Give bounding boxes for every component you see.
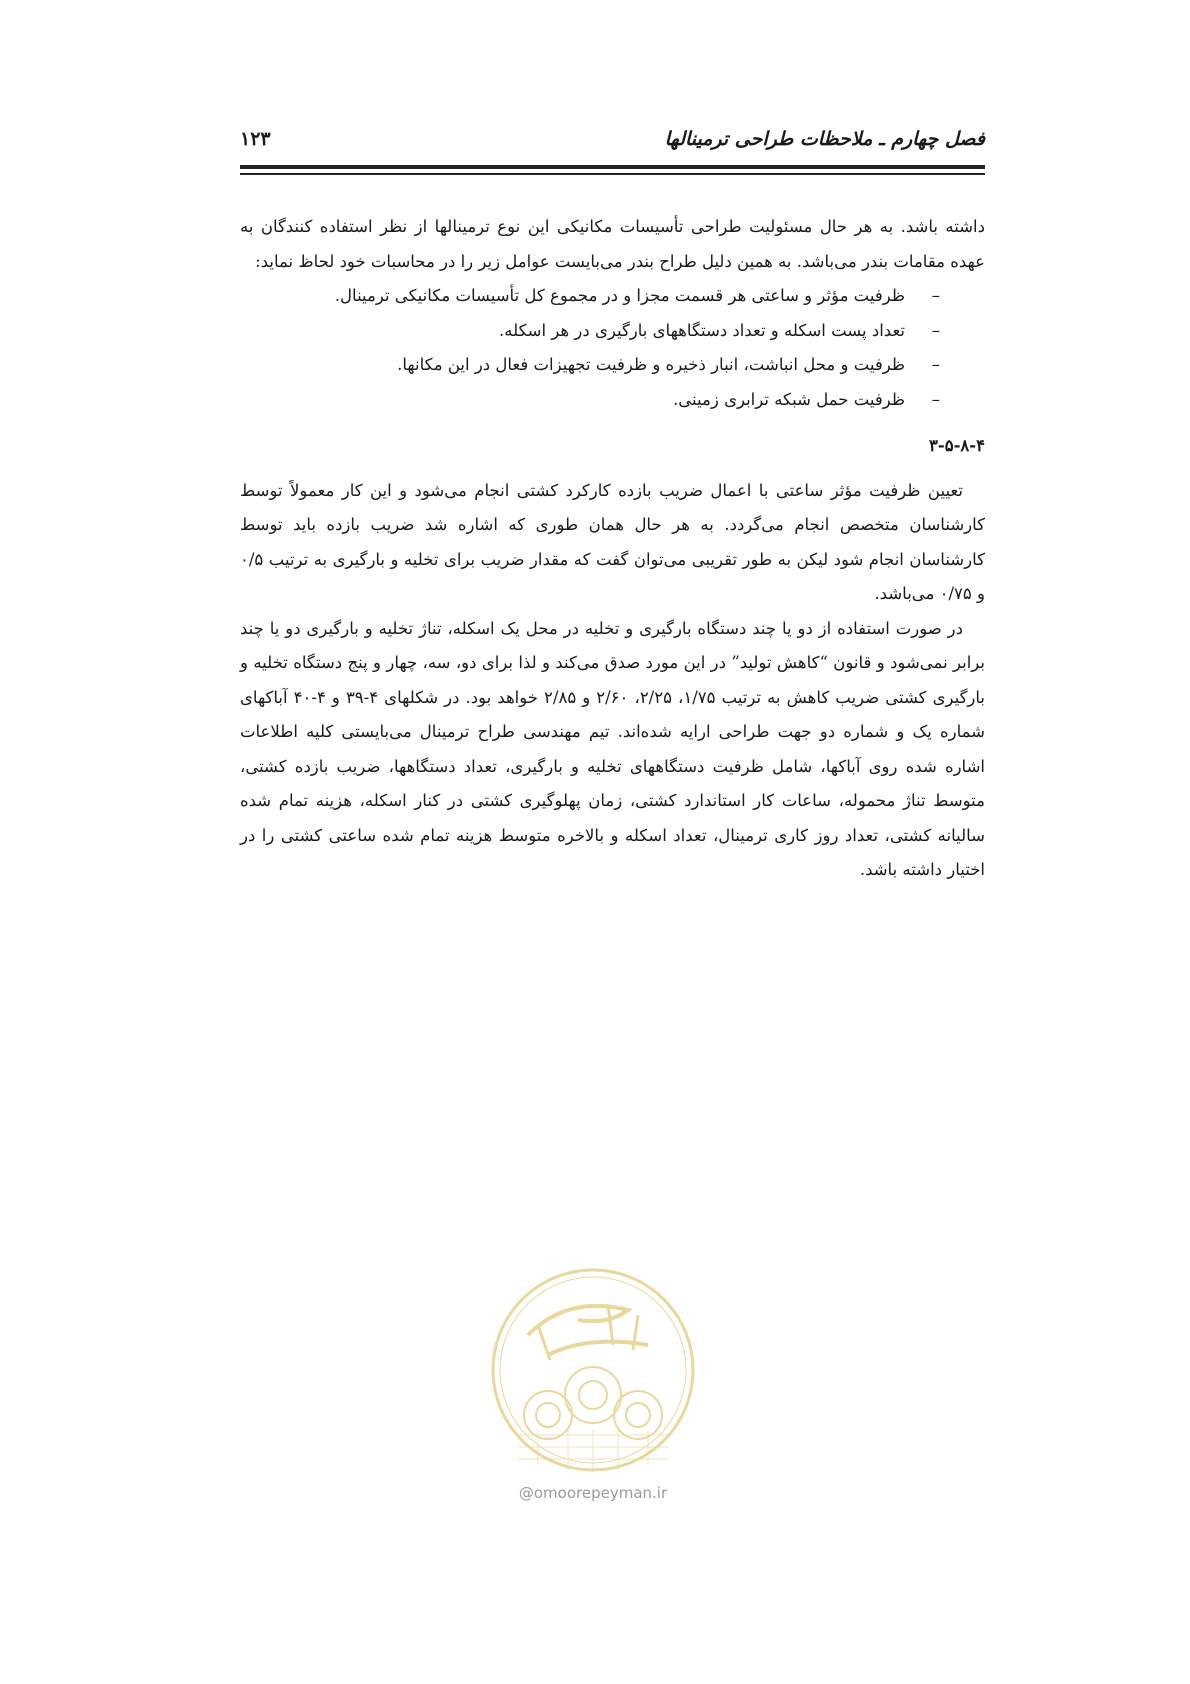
header-rule-thin bbox=[240, 173, 985, 175]
paragraph-efficiency: تعیین ظرفیت مؤثر ساعتی با اعمال ضریب بازده کارکرد کشتی انجام می‌شود و این کار معمولاً توسط کارشناسان متخصص انجام می‌گردد. به هر حال همان طوری که اشاره شد ضریب بازده باید توسط کارشناسان انجام شود لیکن به طور تقریبی می‌توان گفت که مقدار ضریب برای تخلیه و بارگیری به ترتیب ۰/۵ و ۰/۷۵ می‌باشد. bbox=[240, 480, 985, 603]
list-item bbox=[240, 314, 940, 349]
header-rule-thick bbox=[240, 165, 985, 169]
list-item-text: ظرفیت مؤثر و ساعتی هر قسمت مجزا و در مجموع کل تأسیسات مکانیکی ترمینال. bbox=[334, 286, 905, 305]
list-item-text: تعداد پست اسکله و تعداد دستگاههای بارگیری در هر اسکله. bbox=[499, 320, 905, 340]
dash-marker: – bbox=[931, 355, 940, 374]
intro-paragraph: داشته باشد. به هر حال مسئولیت طراحی تأسیسات مکانیکی این نوع ترمینالها از نظر استفاده کنندگان به عهده مقامات بندر می‌باشد. به همین دلیل طراح بندر می‌بایست عوامل زیر را در محاسبات خود لحاظ نماید: bbox=[240, 217, 985, 271]
list-item bbox=[240, 383, 940, 418]
list-item-text: ظرفیت حمل شبکه ترابری زمینی. bbox=[673, 389, 905, 409]
dash-marker: – bbox=[931, 389, 940, 409]
requirements-list bbox=[240, 279, 985, 417]
list-item-text: ظرفیت و محل انباشت، انبار ذخیره و ظرفیت تجهیزات فعال در این مکانها. bbox=[397, 355, 905, 374]
paragraph-reduction: در صورت استفاده از دو یا چند دستگاه بارگیری و تخلیه در محل یک اسکله، تناژ تخلیه و بارگیری دو یا چند برابر نمی‌شود و قانون “کاهش تولید” در این مورد صدق می‌کند و لذا برای دو، سه، چهار و پنج دستگاه تخلیه و بارگیری کشتی ضریب کاهش به ترتیب ۱/۷۵، ۲/۲۵، ۲/۶۰ و ۲/۸۵ خواهد بود. در شکلهای ۴-۳۹ و ۴-۴۰ آباکهای شماره یک و شماره دو جهت طراحی ارایه شده‌اند. تیم مهندسی طراح ترمینال می‌بایستی کلیه اطلاعات اشاره شده روی آباکها، شامل ظرفیت دستگاههای تخلیه و بارگیری، تعداد دستگاهها، ضریب بازده کشتی، متوسط تناژ محموله، ساعات کار استاندارد کشتی، زمان پهلوگیری کشتی در کنار اسکله، هزینه تمام شده سالیانه کشتی، تعداد روز کاری ترمینال، تعداد اسکله و بالاخره متوسط هزینه تمام شده ساعتی کشتی را در اختیار داشته باشد. bbox=[240, 618, 986, 879]
watermark-logo bbox=[488, 1265, 698, 1475]
dash-marker: – bbox=[931, 286, 940, 305]
list-item bbox=[240, 279, 940, 314]
section-number: ۳-۵-۸-۴ bbox=[929, 436, 985, 455]
page-number: ۱۲۳ bbox=[240, 128, 271, 150]
page-body bbox=[240, 210, 985, 888]
chapter-title: فصل چهارم ـ ملاحظات طراحی ترمینالها bbox=[664, 128, 985, 150]
dash-marker: – bbox=[931, 320, 940, 340]
list-item bbox=[240, 348, 940, 383]
page-header bbox=[240, 128, 985, 158]
watermark-url: @omoorepeyman.ir bbox=[518, 1484, 668, 1502]
